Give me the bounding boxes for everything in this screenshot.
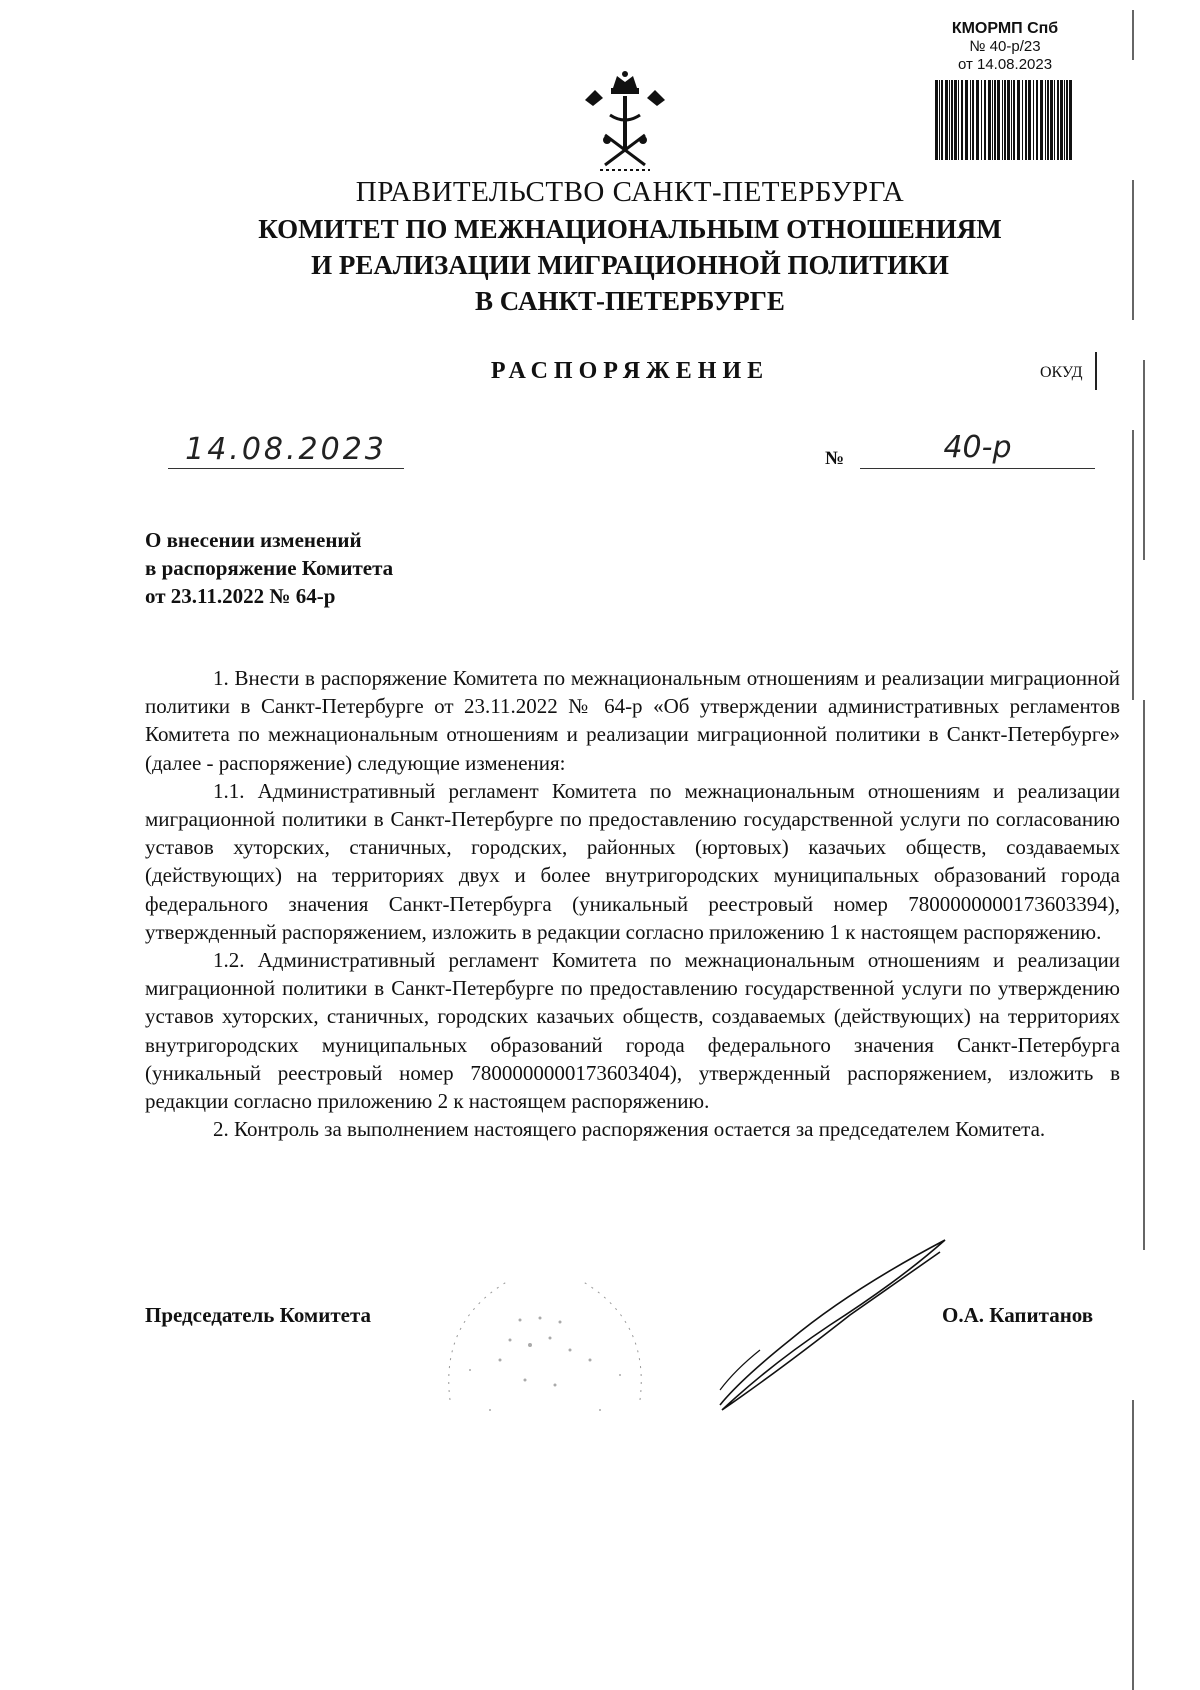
barcode-bar <box>1040 80 1043 160</box>
committee-title-line3: В САНКТ-ПЕТЕРБУРГЕ <box>475 286 785 316</box>
barcode-bar <box>984 80 986 160</box>
signatory-name: О.А. Капитанов <box>942 1303 1094 1327</box>
barcode-bar <box>992 80 993 160</box>
barcode-bar <box>988 80 991 160</box>
barcode-bar <box>949 80 950 160</box>
barcode-bar <box>939 80 940 160</box>
okud-divider <box>1095 352 1097 390</box>
paragraph-2: 2. Контроль за выполнением настоящего распоряжения остается за председателем Комитета. <box>213 1117 1046 1142</box>
signatory-title: Председатель Комитета <box>145 1303 372 1327</box>
committee-title-line2: И РЕАЛИЗАЦИИ МИГРАЦИОННОЙ ПОЛИТИКИ <box>311 250 949 280</box>
barcode-bar <box>997 80 1000 160</box>
barcode <box>935 80 1075 160</box>
barcode-bar <box>970 80 971 160</box>
coat-of-arms-emblem <box>575 70 675 180</box>
barcode-bar <box>1050 80 1053 160</box>
paragraph-1: 1. Внести в распоряжение Комитета по межнациональным отношениям и реализации миграционной политики в Санкт-Петербурге от 23.11.2022 № 64-р «Об утверждении административных регламентов Комитета по межнациональным отношениям и реализации миграционной политики в Санкт-Петербурге» (далее - распоряжение) следующие изменения: <box>145 666 1120 775</box>
barcode-bar <box>1002 80 1003 160</box>
barcode-bar <box>1054 80 1055 160</box>
barcode-bar <box>941 80 943 160</box>
okud-label: ОКУД <box>1040 364 1083 381</box>
barcode-bar <box>1069 80 1072 160</box>
barcode-bar <box>1022 80 1023 160</box>
paragraph-1-2: 1.2. Административный регламент Комитета по межнациональным отношениям и реализации миграционной политики в Санкт-Петербурге по предоставлению государственной услуги по утверждению уставов хуторских, станичных, городских казачьих обществ, создаваемых (действующих) на территориях внутригородских муниципальных образований города федерального значения Санкт-Петербурга (уникальный реестровый номер 7800000000173603404), утвержденный распоряжением, изложить в редакции согласно приложению 2 к настоящем распоряжению. <box>145 948 1120 1114</box>
barcode-bar <box>954 80 957 160</box>
barcode-bar <box>1057 80 1059 160</box>
barcode-bar <box>1036 80 1038 160</box>
date-underline <box>168 468 404 469</box>
barcode-bar <box>965 80 968 160</box>
paragraph-1-1: 1.1. Административный регламент Комитета по межнациональным отношениям и реализации миграционной политики в Санкт-Петербурге по предоставлению государственной услуги по согласованию уставов хуторских, станичных, городских, районных (юртовых) казачьих обществ, создаваемых (действующих) на территориях двух и более внутригородских муниципальных образований города федерального значения Санкт-Петербурга (уникальный реестровый номер 7800000000173603394), утвержденный распоряжением, изложить в редакции согласно приложению 1 к настоящем распоряжению. <box>145 778 1120 944</box>
barcode-bar <box>976 80 979 160</box>
handwritten-signature <box>700 1230 960 1420</box>
stamp-number: № 40-р/23 <box>969 38 1041 55</box>
document-subject <box>145 526 565 610</box>
subject-line1: О внесении изменений <box>145 528 362 552</box>
number-label: № <box>825 448 845 469</box>
barcode-bar <box>1017 80 1020 160</box>
barcode-bar <box>1028 80 1031 160</box>
barcode-bar <box>935 80 938 160</box>
barcode-bar <box>1045 80 1046 160</box>
barcode-bar <box>1013 80 1015 160</box>
registration-stamp <box>930 20 1080 74</box>
document-body <box>145 664 1120 1143</box>
number-underline <box>860 468 1095 469</box>
government-title: ПРАВИТЕЛЬСТВО САНКТ-ПЕТЕРБУРГА <box>355 176 905 208</box>
barcode-bar <box>1025 80 1027 160</box>
barcode-bar <box>961 80 963 160</box>
stamp-date: от 14.08.2023 <box>957 56 1053 73</box>
barcode-bar <box>972 80 974 160</box>
barcode-bar <box>1060 80 1063 160</box>
subject-line2: в распоряжение Комитета <box>145 556 394 580</box>
barcode-bar <box>1047 80 1049 160</box>
subject-line3: от 23.11.2022 № 64-р <box>145 584 336 608</box>
document-number: 40-р <box>943 430 1012 465</box>
faint-seal-stamp <box>430 1260 660 1460</box>
barcode-bar <box>1007 80 1010 160</box>
barcode-bar <box>994 80 996 160</box>
barcode-bar <box>1004 80 1006 160</box>
document-type: РАСПОРЯЖЕНИЕ <box>490 358 770 384</box>
barcode-bar <box>981 80 982 160</box>
barcode-bar <box>1064 80 1065 160</box>
document-date: 14.08.2023 <box>185 432 387 467</box>
barcode-bar <box>958 80 959 160</box>
barcode-bar <box>945 80 948 160</box>
committee-title-line1: КОМИТЕТ ПО МЕЖНАЦИОНАЛЬНЫМ ОТНОШЕНИЯМ <box>258 214 1002 244</box>
barcode-bar <box>1066 80 1068 160</box>
scan-edge-marks <box>1130 0 1150 1690</box>
stamp-org: КМОРМП Спб <box>951 20 1059 37</box>
barcode-bar <box>951 80 953 160</box>
barcode-bar <box>1033 80 1034 160</box>
barcode-bar <box>1011 80 1012 160</box>
